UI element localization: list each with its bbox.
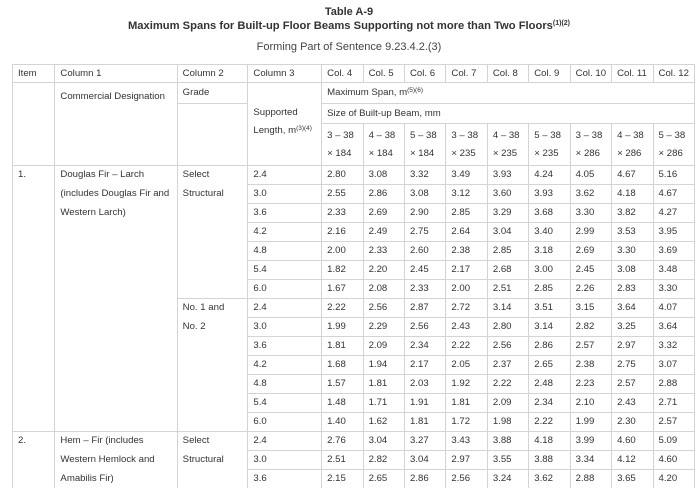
header-column-2: Column 2 [177, 65, 248, 83]
table-row [13, 470, 695, 488]
beam-size-depth: × 235 [451, 145, 481, 163]
span-value-cell: 2.69 [363, 204, 404, 223]
header-supported-length [248, 104, 322, 166]
grade-cell [177, 204, 248, 223]
span-value-cell: 2.86 [529, 337, 570, 356]
header-commercial-designation: Commercial Designation [55, 83, 177, 166]
span-value-cell: 4.24 [529, 166, 570, 185]
span-value-cell: 2.37 [487, 356, 528, 375]
item-cell [13, 413, 55, 432]
header-col-8: Col. 8 [487, 65, 528, 83]
span-value-cell: 3.64 [653, 318, 694, 337]
supported-length-cell: 3.6 [248, 204, 322, 223]
table-row [13, 185, 695, 204]
beam-size-depth: × 235 [534, 145, 564, 163]
beam-size-header [322, 124, 363, 166]
span-value-cell: 2.64 [446, 223, 487, 242]
span-value-cell: 4.27 [653, 204, 694, 223]
span-value-cell: 2.57 [612, 375, 653, 394]
span-value-cell: 5.16 [653, 166, 694, 185]
commercial-designation-cell [55, 356, 177, 375]
span-value-cell: 2.49 [363, 223, 404, 242]
span-value-cell: 1.67 [322, 280, 363, 299]
span-value-cell: 2.51 [322, 451, 363, 470]
table-row [13, 318, 695, 337]
grade-cell: Structural [177, 185, 248, 204]
table-title-notes: (1)(2) [553, 20, 570, 27]
commercial-designation-cell [55, 318, 177, 337]
span-value-cell: 2.86 [363, 185, 404, 204]
span-value-cell: 3.69 [653, 242, 694, 261]
span-value-cell: 1.71 [363, 394, 404, 413]
span-value-cell: 3.25 [612, 318, 653, 337]
item-cell [13, 299, 55, 318]
span-value-cell: 3.62 [529, 470, 570, 488]
header-col-5: Col. 5 [363, 65, 404, 83]
span-value-cell: 2.22 [487, 375, 528, 394]
span-value-cell: 1.92 [446, 375, 487, 394]
span-value-cell: 2.75 [404, 223, 445, 242]
span-value-cell: 1.99 [570, 413, 611, 432]
span-value-cell: 3.53 [612, 223, 653, 242]
span-value-cell: 3.04 [487, 223, 528, 242]
item-cell [13, 280, 55, 299]
commercial-designation-cell [55, 413, 177, 432]
span-value-cell: 2.85 [529, 280, 570, 299]
span-value-cell: 2.56 [404, 318, 445, 337]
span-value-cell: 2.16 [322, 223, 363, 242]
span-value-cell: 1.81 [446, 394, 487, 413]
span-value-cell: 2.43 [446, 318, 487, 337]
beam-size-count: 5 – 38 [534, 127, 564, 145]
item-cell [13, 204, 55, 223]
span-value-cell: 3.99 [570, 432, 611, 451]
beam-size-count: 5 – 38 [410, 127, 440, 145]
span-value-cell: 2.34 [529, 394, 570, 413]
table-row [13, 432, 695, 451]
span-value-cell: 1.81 [322, 337, 363, 356]
span-value-cell: 2.03 [404, 375, 445, 394]
span-value-cell: 2.17 [404, 356, 445, 375]
table-row [13, 356, 695, 375]
header-supported-length-text: Supported Length, m [253, 107, 297, 136]
span-value-cell: 2.90 [404, 204, 445, 223]
item-cell [13, 375, 55, 394]
header-item: Item [13, 65, 55, 83]
span-value-cell: 2.97 [612, 337, 653, 356]
beam-size-depth: × 286 [617, 145, 647, 163]
item-cell [13, 470, 55, 488]
span-value-cell: 2.23 [570, 375, 611, 394]
span-value-cell: 3.55 [487, 451, 528, 470]
span-value-cell: 3.65 [612, 470, 653, 488]
supported-length-cell: 3.6 [248, 337, 322, 356]
span-value-cell: 3.40 [529, 223, 570, 242]
table-label: Table A-9 [0, 0, 698, 19]
supported-length-cell: 3.0 [248, 185, 322, 204]
table-row [13, 299, 695, 318]
beam-size-depth: × 286 [659, 145, 689, 163]
beam-size-header [404, 124, 445, 166]
table-caption [0, 0, 698, 55]
beam-size-count: 4 – 38 [617, 127, 647, 145]
span-value-cell: 3.62 [570, 185, 611, 204]
table-row [13, 413, 695, 432]
span-value-cell: 3.43 [446, 432, 487, 451]
header-maximum-span-notes: (5)(6) [407, 87, 423, 94]
span-value-cell: 2.88 [570, 470, 611, 488]
supported-length-cell: 5.4 [248, 394, 322, 413]
span-value-cell: 2.85 [487, 242, 528, 261]
span-value-cell: 3.29 [487, 204, 528, 223]
beam-size-count: 3 – 38 [576, 127, 606, 145]
span-value-cell: 3.04 [404, 451, 445, 470]
span-value-cell: 2.80 [322, 166, 363, 185]
span-value-cell: 2.33 [322, 204, 363, 223]
table-row [13, 451, 695, 470]
header-item-blank [13, 83, 55, 166]
span-value-cell: 3.60 [487, 185, 528, 204]
span-value-cell: 3.08 [612, 261, 653, 280]
beam-size-header [446, 124, 487, 166]
span-value-cell: 2.57 [653, 413, 694, 432]
span-value-cell: 3.49 [446, 166, 487, 185]
commercial-designation-cell: (includes Douglas Fir and [55, 185, 177, 204]
grade-cell: Select [177, 166, 248, 185]
beam-size-depth: × 184 [410, 145, 440, 163]
header-col-7: Col. 7 [446, 65, 487, 83]
item-cell [13, 337, 55, 356]
span-value-cell: 3.15 [570, 299, 611, 318]
table-row [13, 242, 695, 261]
span-value-cell: 1.98 [487, 413, 528, 432]
grade-cell [177, 375, 248, 394]
item-cell: 2. [13, 432, 55, 451]
span-value-cell: 4.18 [612, 185, 653, 204]
span-value-cell: 1.81 [404, 413, 445, 432]
commercial-designation-cell: Western Larch) [55, 204, 177, 223]
span-value-cell: 1.94 [363, 356, 404, 375]
commercial-designation-cell [55, 261, 177, 280]
span-value-cell: 2.33 [404, 280, 445, 299]
table-row [13, 280, 695, 299]
grade-cell [177, 413, 248, 432]
grade-cell [177, 470, 248, 488]
span-value-cell: 3.27 [404, 432, 445, 451]
grade-cell: No. 1 and [177, 299, 248, 318]
supported-length-cell: 5.4 [248, 261, 322, 280]
commercial-designation-cell [55, 223, 177, 242]
span-value-cell: 4.18 [529, 432, 570, 451]
commercial-designation-cell [55, 375, 177, 394]
span-value-cell: 2.57 [570, 337, 611, 356]
span-value-cell: 3.32 [653, 337, 694, 356]
span-value-cell: 2.29 [363, 318, 404, 337]
span-value-cell: 3.18 [529, 242, 570, 261]
span-value-cell: 3.48 [653, 261, 694, 280]
span-value-cell: 3.95 [653, 223, 694, 242]
span-value-cell: 2.15 [322, 470, 363, 488]
commercial-designation-cell: Douglas Fir – Larch [55, 166, 177, 185]
span-value-cell: 4.20 [653, 470, 694, 488]
supported-length-cell: 4.8 [248, 242, 322, 261]
span-value-cell: 3.64 [612, 299, 653, 318]
beam-size-header [487, 124, 528, 166]
supported-length-cell: 4.8 [248, 375, 322, 394]
commercial-designation-cell [55, 337, 177, 356]
span-value-cell: 2.22 [446, 337, 487, 356]
span-value-cell: 2.20 [363, 261, 404, 280]
header-size: Size of Built-up Beam, mm [322, 104, 695, 124]
span-value-cell: 3.32 [404, 166, 445, 185]
commercial-designation-cell [55, 299, 177, 318]
item-cell [13, 356, 55, 375]
header-col-11: Col. 11 [612, 65, 653, 83]
span-value-cell: 3.08 [404, 185, 445, 204]
span-value-cell: 2.82 [570, 318, 611, 337]
span-value-cell: 3.93 [529, 185, 570, 204]
span-value-cell: 2.09 [487, 394, 528, 413]
span-value-cell: 2.00 [446, 280, 487, 299]
beam-size-depth: × 286 [576, 145, 606, 163]
header-supported-length-notes: (3)(4) [296, 125, 312, 132]
item-cell [13, 394, 55, 413]
span-value-cell: 3.00 [529, 261, 570, 280]
span-value-cell: 3.14 [529, 318, 570, 337]
span-value-cell: 4.67 [612, 166, 653, 185]
commercial-designation-cell: Amabilis Fir) [55, 470, 177, 488]
supported-length-cell: 2.4 [248, 432, 322, 451]
span-value-cell: 4.60 [653, 451, 694, 470]
item-cell: 1. [13, 166, 55, 185]
span-value-cell: 2.10 [570, 394, 611, 413]
span-value-cell: 2.30 [612, 413, 653, 432]
span-value-cell: 3.88 [487, 432, 528, 451]
supported-length-cell: 4.2 [248, 356, 322, 375]
span-value-cell: 3.07 [653, 356, 694, 375]
span-value-cell: 2.97 [446, 451, 487, 470]
span-value-cell: 4.05 [570, 166, 611, 185]
supported-length-cell: 6.0 [248, 280, 322, 299]
span-value-cell: 2.56 [446, 470, 487, 488]
commercial-designation-cell [55, 242, 177, 261]
header-col-6: Col. 6 [404, 65, 445, 83]
span-value-cell: 2.22 [322, 299, 363, 318]
supported-length-cell: 3.0 [248, 451, 322, 470]
supported-length-cell: 4.2 [248, 223, 322, 242]
span-value-cell: 2.87 [404, 299, 445, 318]
span-value-cell: 3.04 [363, 432, 404, 451]
commercial-designation-cell [55, 280, 177, 299]
header-grade-blank [177, 104, 248, 166]
beam-size-depth: × 235 [493, 145, 523, 163]
span-value-cell: 2.65 [529, 356, 570, 375]
span-value-cell: 2.17 [446, 261, 487, 280]
span-value-cell: 3.08 [363, 166, 404, 185]
span-value-cell: 2.82 [363, 451, 404, 470]
span-value-cell: 2.99 [570, 223, 611, 242]
span-value-cell: 2.38 [446, 242, 487, 261]
span-value-cell: 1.57 [322, 375, 363, 394]
header-row-2 [13, 83, 695, 104]
beam-size-depth: × 184 [369, 145, 399, 163]
span-value-cell: 2.76 [322, 432, 363, 451]
span-value-cell: 3.51 [529, 299, 570, 318]
span-value-cell: 5.09 [653, 432, 694, 451]
header-col-4: Col. 4 [322, 65, 363, 83]
item-cell [13, 451, 55, 470]
header-maximum-span-text: Maximum Span, m [327, 87, 407, 98]
span-value-cell: 4.12 [612, 451, 653, 470]
span-value-cell: 2.45 [404, 261, 445, 280]
grade-cell [177, 242, 248, 261]
beam-size-count: 5 – 38 [659, 127, 689, 145]
span-value-cell: 1.68 [322, 356, 363, 375]
table-row [13, 394, 695, 413]
span-value-cell: 2.68 [487, 261, 528, 280]
span-value-cell: 3.93 [487, 166, 528, 185]
beam-size-header [529, 124, 570, 166]
beam-size-count: 3 – 38 [451, 127, 481, 145]
commercial-designation-cell [55, 394, 177, 413]
span-value-cell: 3.68 [529, 204, 570, 223]
column-number-row [13, 65, 695, 83]
beam-size-header [612, 124, 653, 166]
table-title-text: Maximum Spans for Built-up Floor Beams Supporting not more than Two Floors [128, 20, 553, 32]
span-value-cell: 2.09 [363, 337, 404, 356]
header-maximum-span [322, 83, 695, 104]
header-grade: Grade [177, 83, 248, 104]
table-row [13, 337, 695, 356]
span-value-cell: 1.81 [363, 375, 404, 394]
grade-cell: Select [177, 432, 248, 451]
span-value-cell: 1.62 [363, 413, 404, 432]
span-value-cell: 2.38 [570, 356, 611, 375]
span-value-cell: 3.30 [653, 280, 694, 299]
table-row [13, 261, 695, 280]
span-value-cell: 2.71 [653, 394, 694, 413]
span-value-cell: 3.34 [570, 451, 611, 470]
span-value-cell: 2.08 [363, 280, 404, 299]
span-value-cell: 2.00 [322, 242, 363, 261]
table-row [13, 223, 695, 242]
span-value-cell: 2.51 [487, 280, 528, 299]
span-value-cell: 3.82 [612, 204, 653, 223]
span-value-cell: 2.43 [612, 394, 653, 413]
span-value-cell: 2.80 [487, 318, 528, 337]
grade-cell [177, 280, 248, 299]
beam-size-count: 4 – 38 [369, 127, 399, 145]
span-value-cell: 2.33 [363, 242, 404, 261]
table-row [13, 204, 695, 223]
header-col3-blank [248, 83, 322, 104]
span-value-cell: 4.67 [653, 185, 694, 204]
beam-size-header [363, 124, 404, 166]
table-row [13, 375, 695, 394]
grade-cell: Structural [177, 451, 248, 470]
span-value-cell: 2.05 [446, 356, 487, 375]
item-cell [13, 318, 55, 337]
commercial-designation-cell: Hem – Fir (includes [55, 432, 177, 451]
span-value-cell: 3.12 [446, 185, 487, 204]
grade-cell [177, 394, 248, 413]
beam-size-count: 4 – 38 [493, 127, 523, 145]
span-value-cell: 2.60 [404, 242, 445, 261]
beam-size-count: 3 – 38 [327, 127, 357, 145]
span-value-cell: 3.24 [487, 470, 528, 488]
item-cell [13, 223, 55, 242]
span-value-cell: 1.82 [322, 261, 363, 280]
table-row [13, 166, 695, 185]
item-cell [13, 242, 55, 261]
span-value-cell: 3.30 [612, 242, 653, 261]
span-value-cell: 2.34 [404, 337, 445, 356]
span-value-cell: 2.48 [529, 375, 570, 394]
commercial-designation-cell: Western Hemlock and [55, 451, 177, 470]
span-value-cell: 4.60 [612, 432, 653, 451]
span-value-cell: 1.99 [322, 318, 363, 337]
spans-table [12, 64, 695, 488]
span-value-cell: 3.30 [570, 204, 611, 223]
beam-size-header [570, 124, 611, 166]
span-value-cell: 2.86 [404, 470, 445, 488]
grade-cell: No. 2 [177, 318, 248, 337]
supported-length-cell: 2.4 [248, 166, 322, 185]
item-cell [13, 261, 55, 280]
span-value-cell: 2.69 [570, 242, 611, 261]
header-col-9: Col. 9 [529, 65, 570, 83]
span-value-cell: 2.72 [446, 299, 487, 318]
beam-size-depth: × 184 [327, 145, 357, 163]
span-value-cell: 2.22 [529, 413, 570, 432]
supported-length-cell: 2.4 [248, 299, 322, 318]
span-value-cell: 3.14 [487, 299, 528, 318]
span-value-cell: 3.88 [529, 451, 570, 470]
span-value-cell: 4.07 [653, 299, 694, 318]
span-value-cell: 2.55 [322, 185, 363, 204]
span-value-cell: 2.56 [363, 299, 404, 318]
span-value-cell: 2.83 [612, 280, 653, 299]
item-cell [13, 185, 55, 204]
supported-length-cell: 3.0 [248, 318, 322, 337]
span-value-cell: 2.88 [653, 375, 694, 394]
grade-cell [177, 223, 248, 242]
span-value-cell: 2.26 [570, 280, 611, 299]
grade-cell [177, 261, 248, 280]
span-value-cell: 2.75 [612, 356, 653, 375]
supported-length-cell: 6.0 [248, 413, 322, 432]
header-col-10: Col. 10 [570, 65, 611, 83]
table-subtitle: Forming Part of Sentence 9.23.4.2.(3) [0, 40, 698, 55]
grade-cell [177, 337, 248, 356]
span-value-cell: 2.65 [363, 470, 404, 488]
span-value-cell: 1.48 [322, 394, 363, 413]
grade-cell [177, 356, 248, 375]
span-value-cell: 1.72 [446, 413, 487, 432]
span-value-cell: 1.91 [404, 394, 445, 413]
beam-size-header [653, 124, 694, 166]
span-value-cell: 2.45 [570, 261, 611, 280]
span-value-cell: 2.85 [446, 204, 487, 223]
supported-length-cell: 3.6 [248, 470, 322, 488]
header-column-1: Column 1 [55, 65, 177, 83]
header-col-12: Col. 12 [653, 65, 694, 83]
span-value-cell: 2.56 [487, 337, 528, 356]
span-value-cell: 1.40 [322, 413, 363, 432]
header-column-3: Column 3 [248, 65, 322, 83]
table-title [0, 19, 698, 34]
